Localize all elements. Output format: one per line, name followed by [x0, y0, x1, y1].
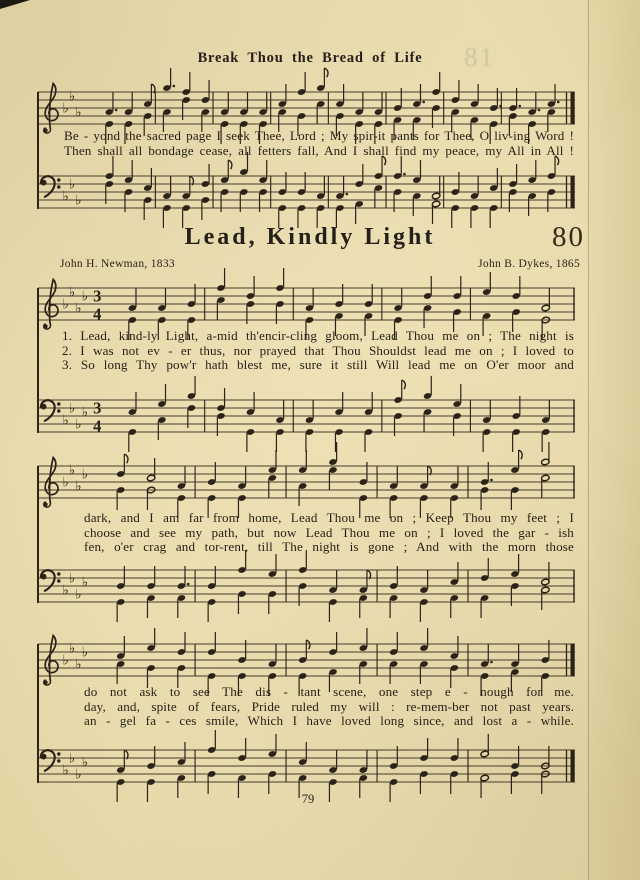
- page-number: 79: [301, 792, 315, 806]
- svg-text:♭: ♭: [75, 656, 82, 673]
- attribution-row: [60, 258, 580, 270]
- bleed-through-number: 81: [464, 42, 495, 72]
- lyric-line: Then shall all bondage cease, all fetters fall, And I shall find my peace, my All in All !: [64, 143, 574, 158]
- lyric-line: an - gel fa - ces smile, Which I have loved long since, and lost a - while.: [84, 713, 574, 729]
- staff-system3-bass: [38, 732, 578, 800]
- composer-credit: John B. Dykes, 1865: [478, 258, 580, 270]
- svg-text:♭: ♭: [81, 404, 89, 421]
- hymn-number: 80: [552, 221, 585, 253]
- svg-text:♭: ♭: [68, 462, 76, 479]
- lyric-line: day, and, spite of fears, Pride ruled my will : re-mem-ber not past years.: [84, 698, 574, 714]
- svg-text:♭: ♭: [62, 652, 69, 669]
- svg-text:♭: ♭: [75, 192, 82, 209]
- svg-text:♭: ♭: [68, 570, 76, 587]
- svg-text:♭: ♭: [81, 754, 89, 771]
- svg-text:♭: ♭: [68, 640, 76, 657]
- svg-text:♭: ♭: [62, 100, 69, 117]
- running-title: Break Thou the Bread of Life: [197, 50, 423, 66]
- svg-text:3: 3: [93, 398, 102, 418]
- svg-text:♭: ♭: [68, 750, 76, 767]
- svg-text:♭: ♭: [68, 176, 76, 193]
- page-corner-mark: [0, 0, 30, 9]
- svg-text:♭: ♭: [75, 416, 82, 433]
- svg-text:♭: ♭: [68, 284, 76, 301]
- lyric-line: 3. So long Thy pow'r hath blest me, sure it still Will lead me on O'er moor and: [62, 357, 574, 373]
- staff-top-hymn-bass: [38, 158, 578, 226]
- verse-lyrics-system1: [62, 329, 574, 373]
- svg-text:♭: ♭: [62, 412, 69, 429]
- svg-text:4: 4: [93, 416, 102, 436]
- verse-lyrics-system2: [84, 511, 574, 555]
- svg-text:♭: ♭: [62, 582, 69, 599]
- svg-text:♭: ♭: [75, 300, 82, 317]
- verse-lyrics-system3: [84, 685, 574, 729]
- svg-text:♭: ♭: [81, 574, 89, 591]
- svg-text:♭: ♭: [75, 766, 82, 783]
- svg-text:♭: ♭: [62, 474, 69, 491]
- lyric-line: dark, and I am far from home, Lead Thou me on ; Keep Thou my feet ; I: [84, 510, 574, 525]
- lyric-line: do not ask to see The dis - tant scene, one step e - nough for me.: [84, 684, 574, 699]
- lyric-line: fen, o'er crag and tor-rent, till The night is gone ; And with the morn those: [84, 539, 574, 555]
- svg-text:♭: ♭: [81, 644, 89, 661]
- hymn-title: Lead, Kindly Light: [184, 224, 436, 250]
- staff-system1-bass: [38, 382, 578, 450]
- lyric-line: Be - yond the sacred page I seek Thee, Lord ; My spir-it pants for Thee, O liv-ing Word !: [64, 128, 574, 143]
- author-credit: John H. Newman, 1833: [60, 258, 175, 270]
- svg-text:♭: ♭: [81, 288, 89, 305]
- svg-text:♭: ♭: [62, 762, 69, 779]
- svg-text:♭: ♭: [68, 400, 76, 417]
- lyric-line: 2. I was not ev - er thus, nor prayed that Thou Shouldst lead me on ; I loved to: [62, 342, 574, 358]
- lyric-line: choose and see my path, but now Lead Thou me on ; I loved the gar - ish: [84, 524, 574, 540]
- top-hymn-lyrics: [64, 128, 574, 158]
- svg-text:♭: ♭: [68, 88, 76, 105]
- svg-text:♭: ♭: [62, 296, 69, 313]
- svg-text:♭: ♭: [75, 478, 82, 495]
- svg-text:♭: ♭: [62, 188, 69, 205]
- svg-text:♭: ♭: [75, 104, 82, 121]
- staff-system2-bass: [38, 552, 578, 620]
- svg-text:4: 4: [93, 304, 102, 324]
- page-edge-shadow: [588, 0, 640, 880]
- lyric-line: 1. Lead, kind-ly Light, a-mid th'encir-cling gloom, Lead Thou me on ; The night is: [62, 328, 574, 343]
- svg-text:♭: ♭: [75, 586, 82, 603]
- svg-text:3: 3: [93, 286, 102, 306]
- svg-text:♭: ♭: [81, 466, 89, 483]
- staff-system2-treble: [38, 448, 578, 516]
